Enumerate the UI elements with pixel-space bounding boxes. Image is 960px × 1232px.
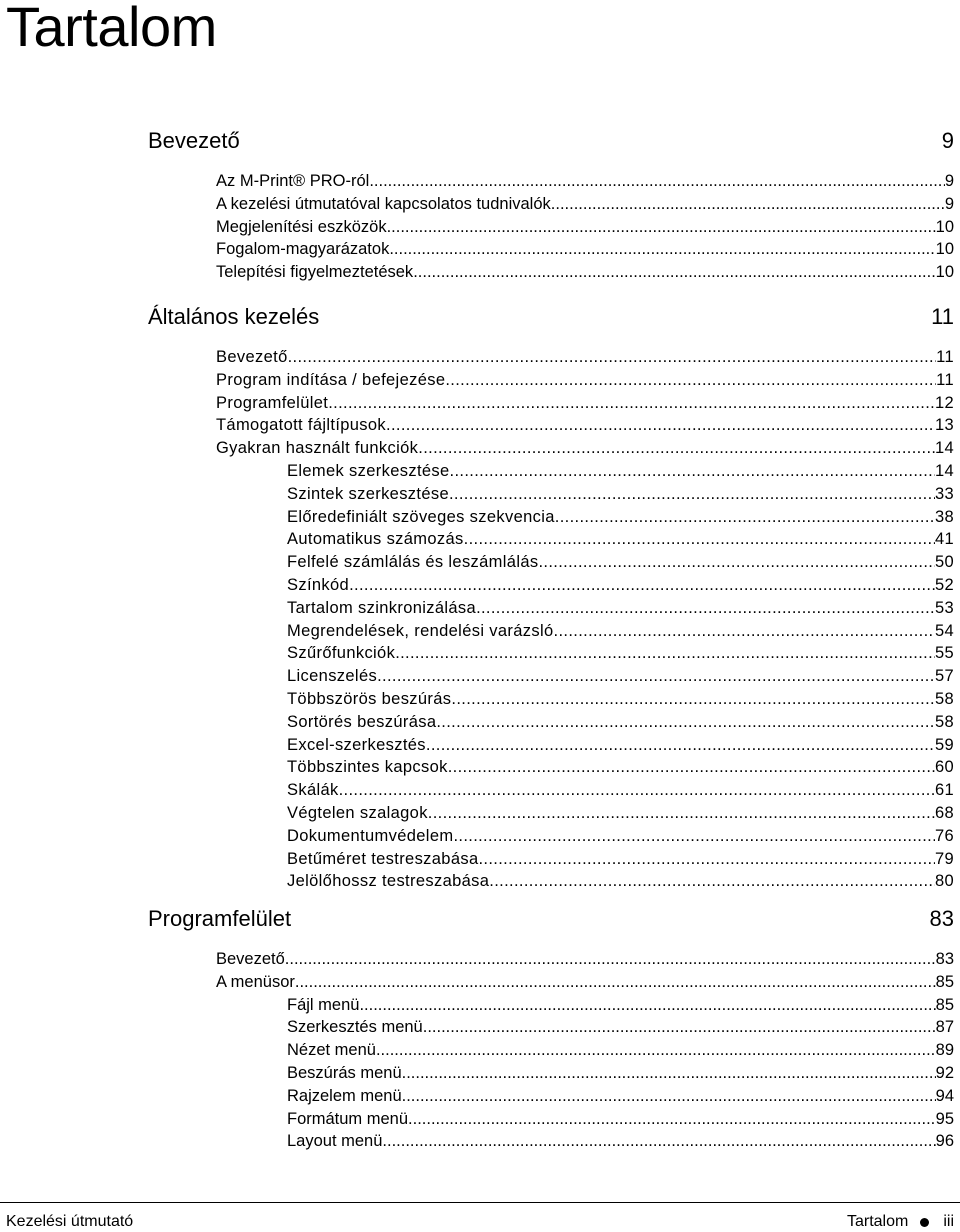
toc-subentry[interactable]: Fájl menü ..... 85 [148,994,954,1017]
page-title: Tartalom [6,0,217,58]
section-page: 9 [941,128,954,153]
section-heading[interactable] [148,128,954,154]
toc-subentry[interactable]: Színkód ..... 52 [148,574,954,597]
toc-subentry[interactable]: Szűrőfunkciók ..... 55 [148,642,954,665]
toc-subentry[interactable]: Tartalom szinkronizálása ..... 53 [148,597,954,620]
toc-subentry[interactable]: Dokumentumvédelem ..... 76 [148,825,954,848]
toc-section-programfelulet [148,906,954,1153]
toc-section-altalanos-kezeles [148,304,954,893]
toc-entry[interactable]: Gyakran használt funkciók ..... 14 [148,437,954,460]
footer-page-number: iii [943,1213,954,1230]
toc-subentry[interactable]: Előredefiniált szöveges szekvencia ..... 38 [148,506,954,529]
toc-subentry[interactable]: Többszörös beszúrás ..... 58 [148,688,954,711]
bullet-icon [920,1218,929,1227]
toc-entry[interactable]: Az M-Print® PRO-ról ..... 9 [148,170,954,193]
toc-entry[interactable]: Megjelenítési eszközök ..... 10 [148,216,954,239]
toc-entries [148,170,954,284]
section-heading[interactable] [148,304,954,330]
toc-subentry[interactable]: Skálák ..... 61 [148,779,954,802]
toc-subentry[interactable]: Betűméret testreszabása ..... 79 [148,848,954,871]
toc-subentry[interactable]: Elemek szerkesztése ..... 14 [148,460,954,483]
toc-entry[interactable]: Bevezető ..... 83 [148,948,954,971]
toc-subentry[interactable]: Sortörés beszúrása ..... 58 [148,711,954,734]
toc-entry[interactable]: Telepítési figyelmeztetések ..... 10 [148,261,954,284]
section-title: Programfelület [148,906,292,931]
footer-doc-title: Kezelési útmutató [6,1213,134,1230]
toc-subentry[interactable]: Végtelen szalagok ..... 68 [148,802,954,825]
toc-subentry[interactable]: Többszintes kapcsok ..... 60 [148,756,954,779]
toc-entries [148,346,954,893]
toc-subentry[interactable]: Nézet menü ..... 89 [148,1039,954,1062]
toc-entry[interactable]: Bevezető ..... 11 [148,346,954,369]
toc-entries [148,948,954,1153]
section-page: 83 [929,906,954,931]
toc-entry[interactable]: A menüsor ..... 85 [148,971,954,994]
toc-entry[interactable]: Támogatott fájltípusok ..... 13 [148,414,954,437]
toc-subentry[interactable]: Automatikus számozás ..... 41 [148,528,954,551]
toc-subentry[interactable]: Excel-szerkesztés ..... 59 [148,734,954,757]
section-title: Általános kezelés [148,304,320,329]
toc-subentry[interactable]: Layout menü ..... 96 [148,1130,954,1153]
section-heading[interactable] [148,906,954,932]
toc-subentry[interactable]: Jelölőhossz testreszabása ..... 80 [148,870,954,893]
toc-subentry[interactable]: Szerkesztés menü ..... 87 [148,1016,954,1039]
toc-subentry[interactable]: Megrendelések, rendelési varázsló ..... 54 [148,620,954,643]
toc-subentry[interactable]: Rajzelem menü ..... 94 [148,1085,954,1108]
toc-subentry[interactable]: Formátum menü ..... 95 [148,1108,954,1131]
toc-entry[interactable]: Programfelület ..... 12 [148,392,954,415]
section-title: Bevezető [148,128,240,153]
page-footer [6,1212,954,1232]
toc-section-bevezeto [148,128,954,284]
toc-entry[interactable]: Program indítása / befejezése ..... 11 [148,369,954,392]
toc-subentry[interactable]: Felfelé számlálás és leszámlálás ..... 50 [148,551,954,574]
toc-subentry[interactable]: Szintek szerkesztése ..... 33 [148,483,954,506]
toc-subentry[interactable]: Licenszelés ..... 57 [148,665,954,688]
section-page: 11 [931,304,954,329]
toc-entry[interactable]: Fogalom-magyarázatok ..... 10 [148,238,954,261]
toc-subentry[interactable]: Beszúrás menü ..... 92 [148,1062,954,1085]
footer-section-label: Tartalom [846,1213,909,1230]
footer-divider [0,1202,960,1203]
toc-entry[interactable]: A kezelési útmutatóval kapcsolatos tudnivalók ..... 9 [148,193,954,216]
